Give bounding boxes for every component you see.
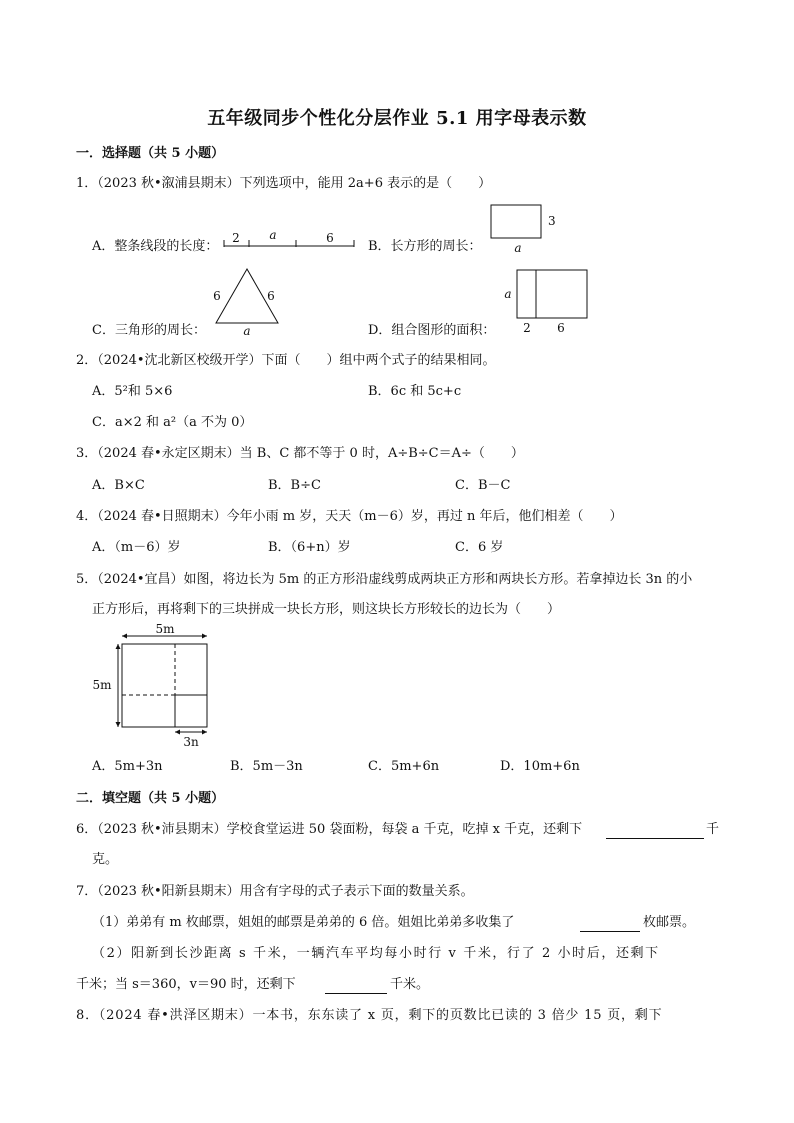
q1-rect-label-a: a [514,241,522,255]
q5-option-d: D．10m+6n [500,759,580,774]
question-7-stem: 7．（2023 秋•阳新县期末）用含有字母的式子表示下面的数量关系。 [76,884,474,899]
q5-label-top: 5m [155,622,175,636]
q1-option-b: B．长方形的周长： [368,239,482,254]
q4-option-c: C．6 岁 [455,540,504,555]
q1-seg-label-6: 6 [326,231,334,245]
q2-option-c: C．a×2 和 a²（a 不为 0） [92,415,253,430]
q1-comp-label-6: 6 [557,321,565,335]
q1-figure-rectangle [490,204,556,254]
q3-option-a: A．B×C [92,478,145,493]
q7-part1-blank[interactable] [580,917,640,932]
q4-option-b: B．（6+n）岁 [268,540,351,555]
question-2-stem: 2．（2024•沈北新区校级开学）下面（ ）组中两个式子的结果相同。 [76,353,496,368]
q7-part2-unit: 千米。 [390,977,430,992]
section-heading-fill: 二．填空题（共 5 小题） [76,791,225,806]
q1-figure-triangle [212,266,282,338]
q1-comp-label-2: 2 [523,321,531,335]
q7-part2-text-2: 千米；当 s＝360，v＝90 时，还剩下 [76,977,296,992]
q7-part1-text: （1）弟弟有 m 枚邮票，姐姐的邮票是弟弟的 6 倍。姐姐比弟弟多收集了 [92,915,515,930]
section-heading-choice: 一．选择题（共 5 小题） [76,146,225,161]
question-3-stem: 3．（2024 春•永定区期末）当 B、C 都不等于 0 时，A÷B÷C＝A÷（ ） [76,446,524,461]
q2-option-a: A．5²和 5×6 [92,384,173,399]
q1-seg-label-a: a [269,228,277,242]
question-4-stem: 4．（2024 春•日照期末）今年小雨 m 岁，天天（m－6）岁，再过 n 年后，他们相差（ ） [76,509,623,524]
question-6-stem-line2: 克。 [92,852,119,867]
question-8-stem: 8．（2024 春•洪泽区期末）一本书，东东读了 x 页，剩下的页数比已读的 3 倍少 15 页，剩下 [76,1008,663,1023]
q5-figure-square [90,620,220,750]
q1-tri-label-a: a [243,324,251,338]
q5-option-c: C．5m+6n [368,759,440,774]
q5-option-a: A．5m+3n [92,759,163,774]
q3-option-b: B．B÷C [268,478,321,493]
q6-unit: 千 [706,822,720,837]
question-6-stem-line1 [76,821,582,839]
question-1-stem: 1．（2023 秋•溆浦县期末）下列选项中，能用 2a+6 表示的是（ ） [76,176,492,191]
q7-part2-blank[interactable] [325,979,387,994]
q6-text: 6．（2023 秋•沛县期末）学校食堂运进 50 袋面粉，每袋 a 千克，吃掉 x 千克，还剩下 [76,822,583,837]
q1-figure-composite [500,268,590,338]
q1-seg-label-2: 2 [232,231,240,245]
q1-rect-label-3: 3 [548,214,556,228]
q1-option-a: A．整条线段的长度： [92,239,219,254]
q4-option-a: A．（m－6）岁 [92,540,181,555]
q1-comp-label-a: a [504,287,512,301]
q7-part2-text: （2）阳新到长沙距离 s 千米，一辆汽车平均每小时行 v 千米，行了 2 小时后，还剩下 [92,946,660,961]
question-5-stem-line2: 正方形后，再将剩下的三块拼成一块长方形，则这块长方形较长的边长为（ ） [92,602,561,617]
q5-label-left: 5m [92,678,112,692]
q5-label-bottom: 3n [183,735,199,749]
question-5-stem-line1: 5．（2024•宜昌）如图，将边长为 5m 的正方形沿虚线剪成两块正方形和两块长方形。若拿掉边长 3n 的小 [76,572,693,587]
q2-option-b: B．6c 和 5c+c [368,384,462,399]
q1-option-c: C．三角形的周长： [92,323,206,338]
q1-figure-segment [218,226,360,250]
page-title: 五年级同步个性化分层作业 5.1 用字母表示数 [207,108,587,129]
q1-option-d: D．组合图形的面积： [368,323,496,338]
q3-option-c: C．B－C [455,478,511,493]
q1-tri-label-left: 6 [213,289,221,303]
q5-option-b: B．5m－3n [230,759,303,774]
q1-tri-label-right: 6 [267,289,275,303]
q7-part1-unit: 枚邮票。 [643,915,696,930]
q6-answer-blank[interactable] [606,824,704,839]
